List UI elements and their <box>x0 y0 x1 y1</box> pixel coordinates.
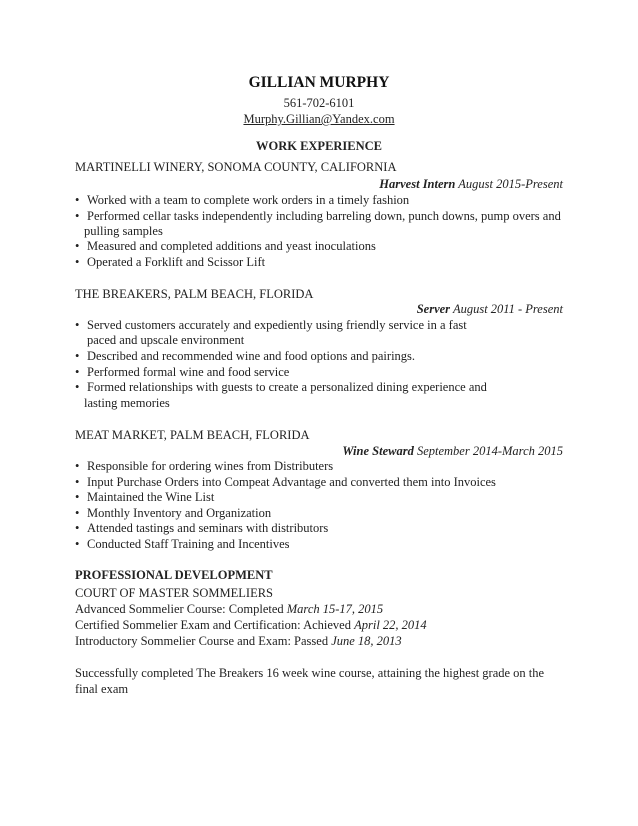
bullet-item: • Attended tastings and seminars with distributors <box>75 521 329 535</box>
candidate-name: GILLIAN MURPHY <box>248 74 390 91</box>
phone-number: 561-702-6101 <box>283 96 355 110</box>
bullet-item: • Described and recommended wine and food options and pairings. <box>75 349 416 363</box>
organization-name: COURT OF MASTER SOMMELIERS <box>75 586 274 600</box>
bullet-item: • Measured and completed additions and yeast inoculations <box>75 239 376 253</box>
note-line: final exam <box>75 682 129 696</box>
job-role <box>342 444 563 459</box>
bullet-item: • Worked with a team to complete work orders in a timely fashion <box>75 193 410 207</box>
bullet-item: • Responsible for ordering wines from Distributers <box>75 459 334 473</box>
job-employer: MEAT MARKET, PALM BEACH, FLORIDA <box>75 428 310 442</box>
job-employer: THE BREAKERS, PALM BEACH, FLORIDA <box>75 287 314 301</box>
course-line: Advanced Sommelier Course: Completed March 15-17, 2015 <box>75 602 384 616</box>
bullet-item: • Maintained the Wine List <box>75 490 215 504</box>
job-title: Wine Steward <box>342 444 414 458</box>
course-line: Certified Sommelier Exam and Certification: Achieved April 22, 2014 <box>75 618 427 632</box>
job-employer: MARTINELLI WINERY, SONOMA COUNTY, CALIFORNIA <box>75 160 397 174</box>
bullet-item: • Monthly Inventory and Organization <box>75 506 272 520</box>
bullet-item: • Performed formal wine and food service <box>75 365 290 379</box>
bullet-item: • Conducted Staff Training and Incentives <box>75 537 290 551</box>
bullet-item: • Input Purchase Orders into Compeat Advantage and converted them into Invoices <box>75 475 496 489</box>
email-link[interactable]: Murphy.Gillian@Yandex.com <box>243 112 395 126</box>
bullet-item: • Formed relationships with guests to create a personalized dining experience and <box>75 380 487 394</box>
job-title: Server <box>416 302 451 316</box>
note-line: Successfully completed The Breakers 16 week wine course, attaining the highest grade on the <box>75 666 545 680</box>
bullet-item: • Served customers accurately and expediently using friendly service in a fast <box>75 318 467 332</box>
bullet-continuation: paced and upscale environment <box>87 333 245 347</box>
bullet-continuation: pulling samples <box>84 224 163 238</box>
job-dates: September 2014-March 2015 <box>416 444 563 458</box>
job-dates: August 2011 - Present <box>452 302 563 316</box>
job-role <box>379 177 563 192</box>
bullet-item: • Performed cellar tasks independently including barreling down, punch downs, pump overs and <box>75 209 561 223</box>
work-experience-heading: WORK EXPERIENCE <box>255 139 383 153</box>
bullet-item: • Operated a Forklift and Scissor Lift <box>75 255 266 269</box>
professional-development-heading: PROFESSIONAL DEVELOPMENT <box>75 568 273 582</box>
job-role <box>417 302 563 317</box>
job-title: Harvest Intern <box>379 177 456 191</box>
bullet-continuation: lasting memories <box>84 396 170 410</box>
course-line: Introductory Sommelier Course and Exam: Passed June 18, 2013 <box>75 634 402 648</box>
job-dates: August 2015-Present <box>458 177 563 191</box>
